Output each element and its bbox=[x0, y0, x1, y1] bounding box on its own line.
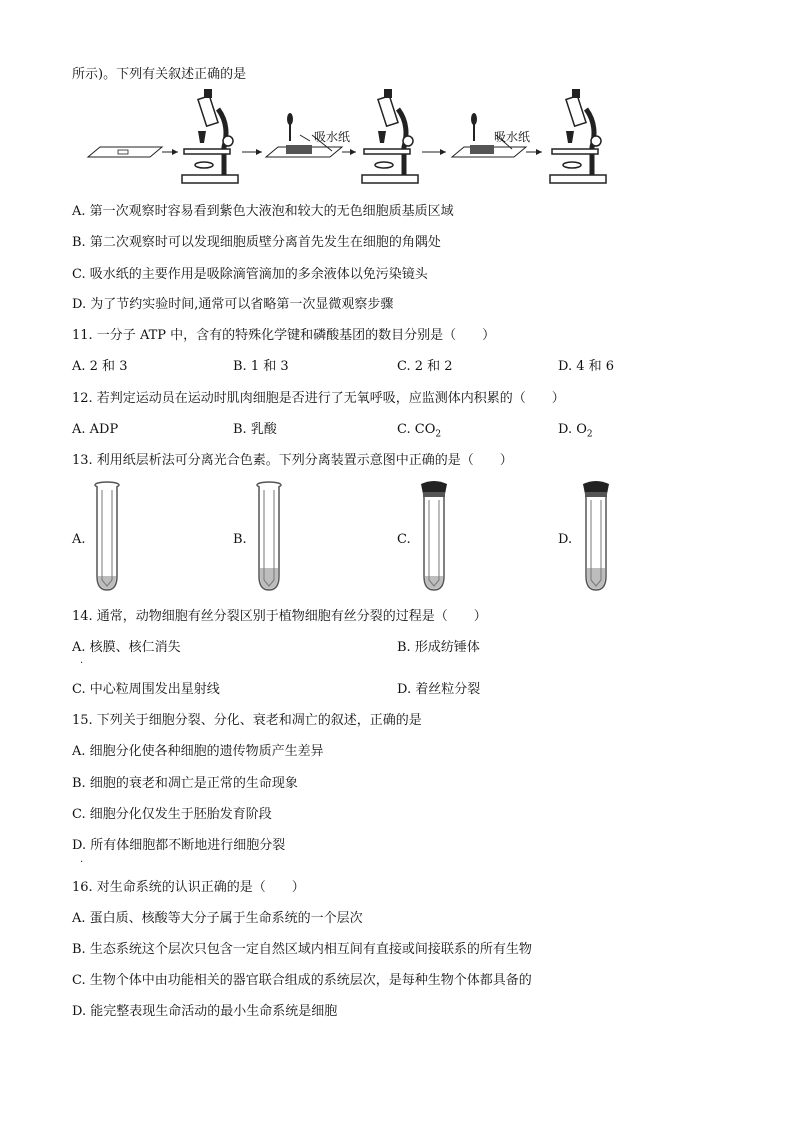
test-tube-a-figure bbox=[93, 480, 123, 595]
test-tube-d-figure bbox=[579, 480, 613, 595]
q15-stem: 15. 下列关于细胞分裂、分化、衰老和凋亡的叙述，正确的是 bbox=[72, 713, 422, 728]
q11-option-b: B. 1 和 3 bbox=[233, 359, 289, 374]
q12-option-d-text: D. O bbox=[558, 422, 587, 437]
q12-option-a: A. ADP bbox=[72, 422, 119, 437]
q12-option-c bbox=[397, 421, 441, 444]
q16-option-d: D. 能完整表现生命活动的最小生命系统是细胞 bbox=[72, 1004, 338, 1019]
test-tube-b-figure bbox=[255, 480, 285, 595]
experiment-figure bbox=[0, 95, 794, 205]
figure-label-blotting-paper-2: 吸水纸 bbox=[494, 130, 531, 144]
q16-option-c: C. 生物个体中由功能相关的器官联合组成的系统层次，是每种生物个体都具备的 bbox=[72, 973, 532, 988]
q11-option-c: C. 2 和 2 bbox=[397, 359, 453, 374]
q14-option-a: A. 核膜、核仁消失 bbox=[72, 640, 181, 655]
q10-option-d: D. 为了节约实验时间,通常可以省略第一次显微观察步骤 bbox=[72, 297, 394, 312]
q16-stem: 16. 对生命系统的认识正确的是（ ） bbox=[72, 880, 305, 895]
q14-option-d: D. 着丝粒分裂 bbox=[397, 682, 481, 697]
q13-stem: 13. 利用纸层析法可分离光合色素。下列分离装置示意图中正确的是（ ） bbox=[72, 453, 513, 468]
q13-option-d: D. bbox=[558, 532, 573, 547]
figure-label-blotting-paper-1: 吸水纸 bbox=[314, 130, 351, 144]
q12-option-d bbox=[558, 421, 593, 444]
q13-option-b: B. bbox=[233, 532, 247, 547]
q10-option-a: A. 第一次观察时容易看到紫色大液泡和较大的无色细胞质基质区域 bbox=[72, 204, 454, 219]
q11-option-a: A. 2 和 3 bbox=[72, 359, 128, 374]
q15-option-a: A. 细胞分化使各种细胞的遗传物质产生差异 bbox=[72, 744, 324, 759]
q14-option-c: C. 中心粒周围发出星射线 bbox=[72, 682, 220, 697]
q14-stem: 14. 通常，动物细胞有丝分裂区别于植物细胞有丝分裂的过程是（ ） bbox=[72, 609, 487, 624]
intro-text: 所示)。下列有关叙述正确的是 bbox=[72, 67, 247, 82]
q12-option-c-text: C. CO bbox=[397, 422, 436, 437]
q15-option-b: B. 细胞的衰老和凋亡是正常的生命现象 bbox=[72, 776, 298, 791]
q13-option-a: A. bbox=[72, 532, 86, 547]
q12-option-b: B. 乳酸 bbox=[233, 422, 277, 437]
q12-option-d-subscript: 2 bbox=[586, 429, 593, 440]
q15-option-c: C. 细胞分化仅发生于胚胎发育阶段 bbox=[72, 807, 272, 822]
q15-option-d-mark: . bbox=[80, 854, 84, 865]
q16-option-b: B. 生态系统这个层次只包含一定自然区域内相互间有直接或间接联系的所有生物 bbox=[72, 942, 532, 957]
q13-option-c: C. bbox=[397, 532, 411, 547]
q10-option-b: B. 第二次观察时可以发现细胞质壁分离首先发生在细胞的角隅处 bbox=[72, 235, 441, 250]
q16-option-a: A. 蛋白质、核酸等大分子属于生命系统的一个层次 bbox=[72, 911, 363, 926]
q11-stem: 11. 一分子 ATP 中，含有的特殊化学键和磷酸基团的数目分别是（ ） bbox=[72, 328, 496, 343]
q12-stem: 12. 若判定运动员在运动时肌肉细胞是否进行了无氧呼吸，应监测体内积累的（ ） bbox=[72, 391, 565, 406]
q14-option-a-mark: . bbox=[80, 655, 84, 666]
q14-option-b: B. 形成纺锤体 bbox=[397, 640, 480, 655]
q12-option-c-subscript: 2 bbox=[435, 429, 442, 440]
q15-option-d: D. 所有体细胞都不断地进行细胞分裂 bbox=[72, 838, 286, 853]
q11-option-d: D. 4 和 6 bbox=[558, 359, 615, 374]
q10-option-c: C. 吸水纸的主要作用是吸除滴管滴加的多余液体以免污染镜头 bbox=[72, 267, 428, 282]
test-tube-c-figure bbox=[417, 480, 451, 595]
